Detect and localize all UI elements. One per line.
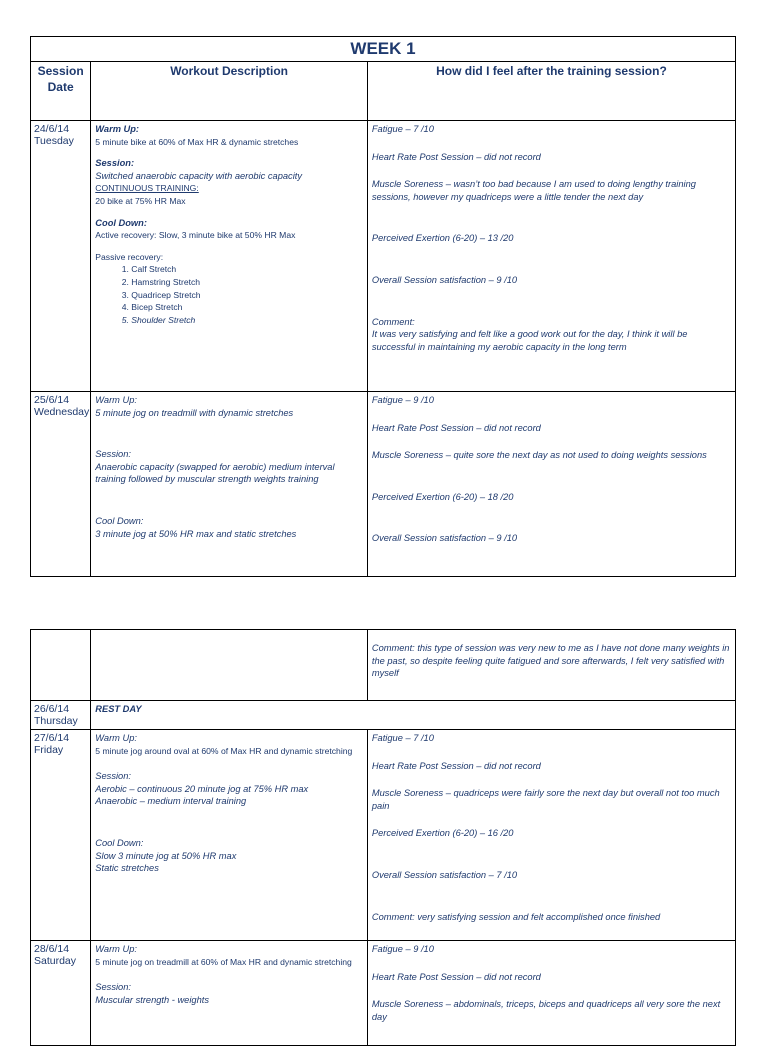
session-line-2: Anaerobic – medium interval training <box>95 796 247 807</box>
session-text: Switched anaerobic capacity with aerobic capacity <box>95 170 303 181</box>
perceived-exertion: Perceived Exertion (6-20) – 18 /20 <box>371 491 514 502</box>
session-satisfaction: Overall Session satisfaction – 7 /10 <box>371 869 518 880</box>
workout-description <box>91 730 368 941</box>
cool-down-line-2: Static stretches <box>95 863 159 874</box>
session-date-cell <box>31 730 91 941</box>
heart-rate: Heart Rate Post Session – did not record <box>371 151 541 162</box>
session-day: Thursday <box>34 715 78 727</box>
week1-table-top <box>30 36 736 577</box>
warm-up-label: Warm Up: <box>95 944 137 954</box>
session-day: Friday <box>34 744 64 756</box>
session-satisfaction: Overall Session satisfaction – 9 /10 <box>371 274 518 285</box>
passive-recovery-label: Passive recovery: <box>95 251 164 262</box>
session-line-1: Aerobic – continuous 20 minute jog at 75% HR max <box>95 783 309 794</box>
cool-down-line-1: Slow 3 minute jog at 50% HR max <box>95 850 237 861</box>
session-feedback <box>367 941 735 1046</box>
session-date-cell <box>31 701 91 730</box>
empty-description-cell <box>91 630 368 701</box>
warm-up-text: 5 minute jog around oval at 60% of Max HR and dynamic stretching <box>95 745 353 756</box>
heart-rate: Heart Rate Post Session – did not record <box>371 971 541 982</box>
list-item: 1. Calf Stretch <box>131 263 363 276</box>
comment-text: Comment: very satisfying session and felt accomplished once finished <box>371 911 661 922</box>
workout-description <box>91 121 368 392</box>
comment-label: Comment: <box>371 316 415 327</box>
fatigue-rating: Fatigue – 9 /10 <box>371 944 434 954</box>
session-feedback <box>367 121 735 392</box>
header-workout-description: Workout Description <box>91 62 368 121</box>
session-day: Wednesday <box>34 406 90 418</box>
empty-date-cell <box>31 630 91 701</box>
session-label: Session: <box>95 158 135 169</box>
perceived-exertion: Perceived Exertion (6-20) – 13 /20 <box>371 233 514 244</box>
week1-table-bottom <box>30 629 736 1046</box>
table-row-session-1 <box>31 121 736 392</box>
muscle-soreness: Muscle Soreness – quadriceps were fairly sore the next day but overall not too much pain <box>371 788 720 811</box>
warm-up-label: Warm Up: <box>95 124 140 134</box>
session-date: 28/6/14 <box>34 943 70 955</box>
workout-description <box>91 392 368 577</box>
session-date-cell <box>31 121 91 392</box>
warm-up-text: 5 minute jog on treadmill at 60% of Max HR and dynamic stretching <box>95 956 352 967</box>
session-label: Session: <box>95 982 131 993</box>
session-date: 24/6/14 <box>34 123 70 135</box>
session-feedback <box>367 730 735 941</box>
session-date-cell <box>31 392 91 577</box>
list-item: 5. Shoulder Stretch <box>131 314 363 327</box>
list-item: 2. Hamstring Stretch <box>131 276 363 289</box>
comment-text: Comment: this type of session was very new to me as I have not done many weights in the past, so despite feeling quite fatigued and sore afterwards, I felt very satisfied with myself <box>367 630 735 701</box>
cool-down-text: 3 minute jog at 50% HR max and static stretches <box>95 528 297 539</box>
continuous-training-text: 20 bike at 75% HR Max <box>95 195 186 206</box>
session-feedback <box>367 392 735 577</box>
header-feeling: How did I feel after the training session? <box>367 62 735 121</box>
continuous-training-label: CONTINUOUS TRAINING: <box>95 183 199 194</box>
week-title: WEEK 1 <box>31 37 736 62</box>
workout-description <box>91 941 368 1046</box>
table-row-session-3 <box>31 701 736 730</box>
session-label: Session: <box>95 771 131 782</box>
cool-down-label: Cool Down: <box>95 837 144 848</box>
session-day: Saturday <box>34 955 77 967</box>
cool-down-text: Active recovery: Slow, 3 minute bike at 50% HR Max <box>95 230 296 241</box>
warm-up-text: 5 minute jog on treadmill with dynamic stretches <box>95 407 294 418</box>
fatigue-rating: Fatigue – 7 /10 <box>371 124 434 134</box>
muscle-soreness: Muscle Soreness – abdominals, triceps, biceps and quadriceps all very sore the next day <box>371 999 721 1022</box>
cool-down-label: Cool Down: <box>95 515 144 526</box>
heart-rate: Heart Rate Post Session – did not record <box>371 422 541 433</box>
list-item: 4. Bicep Stretch <box>131 301 363 314</box>
rest-day-label: REST DAY <box>95 704 142 714</box>
session-date: 27/6/14 <box>34 732 70 744</box>
heart-rate: Heart Rate Post Session – did not record <box>371 760 541 771</box>
warm-up-label: Warm Up: <box>95 733 137 743</box>
table-row-session-2 <box>31 392 736 577</box>
cool-down-label: Cool Down: <box>95 217 147 228</box>
table-row-session-4 <box>31 730 736 941</box>
table-row-session-5 <box>31 941 736 1046</box>
session-text: Muscular strength - weights <box>95 994 209 1005</box>
fatigue-rating: Fatigue – 7 /10 <box>371 733 434 743</box>
session-label: Session: <box>95 449 131 460</box>
session-date: 25/6/14 <box>34 394 70 406</box>
muscle-soreness: Muscle Soreness – quite sore the next day as not used to doing weights sessions <box>371 450 707 461</box>
fatigue-rating: Fatigue – 9 /10 <box>371 395 434 405</box>
session-satisfaction: Overall Session satisfaction – 9 /10 <box>371 533 518 544</box>
comment-text: It was very satisfying and felt like a good work out for the day, I think it will be successful in maintaining my aerobic capacity in the long term <box>371 329 688 352</box>
stretch-list <box>95 263 363 326</box>
rest-day-cell <box>91 701 736 730</box>
warm-up-label: Warm Up: <box>95 395 137 405</box>
list-item: 3. Quadricep Stretch <box>131 289 363 302</box>
table-row-session-2-continued <box>31 630 736 701</box>
session-day: Tuesday <box>34 135 74 147</box>
muscle-soreness: Muscle Soreness – wasn’t too bad because I am used to doing lengthy training sessions, however my quadriceps were a little tender the next day <box>371 179 696 202</box>
session-date: 26/6/14 <box>34 703 70 715</box>
session-date-cell <box>31 941 91 1046</box>
warm-up-text: 5 minute bike at 60% of Max HR & dynamic stretches <box>95 136 299 147</box>
perceived-exertion: Perceived Exertion (6-20) – 16 /20 <box>371 828 514 839</box>
header-session-date: Session Date <box>31 62 91 121</box>
session-text: Anaerobic capacity (swapped for aerobic) medium interval training followed by muscular strength weights training <box>95 461 335 485</box>
